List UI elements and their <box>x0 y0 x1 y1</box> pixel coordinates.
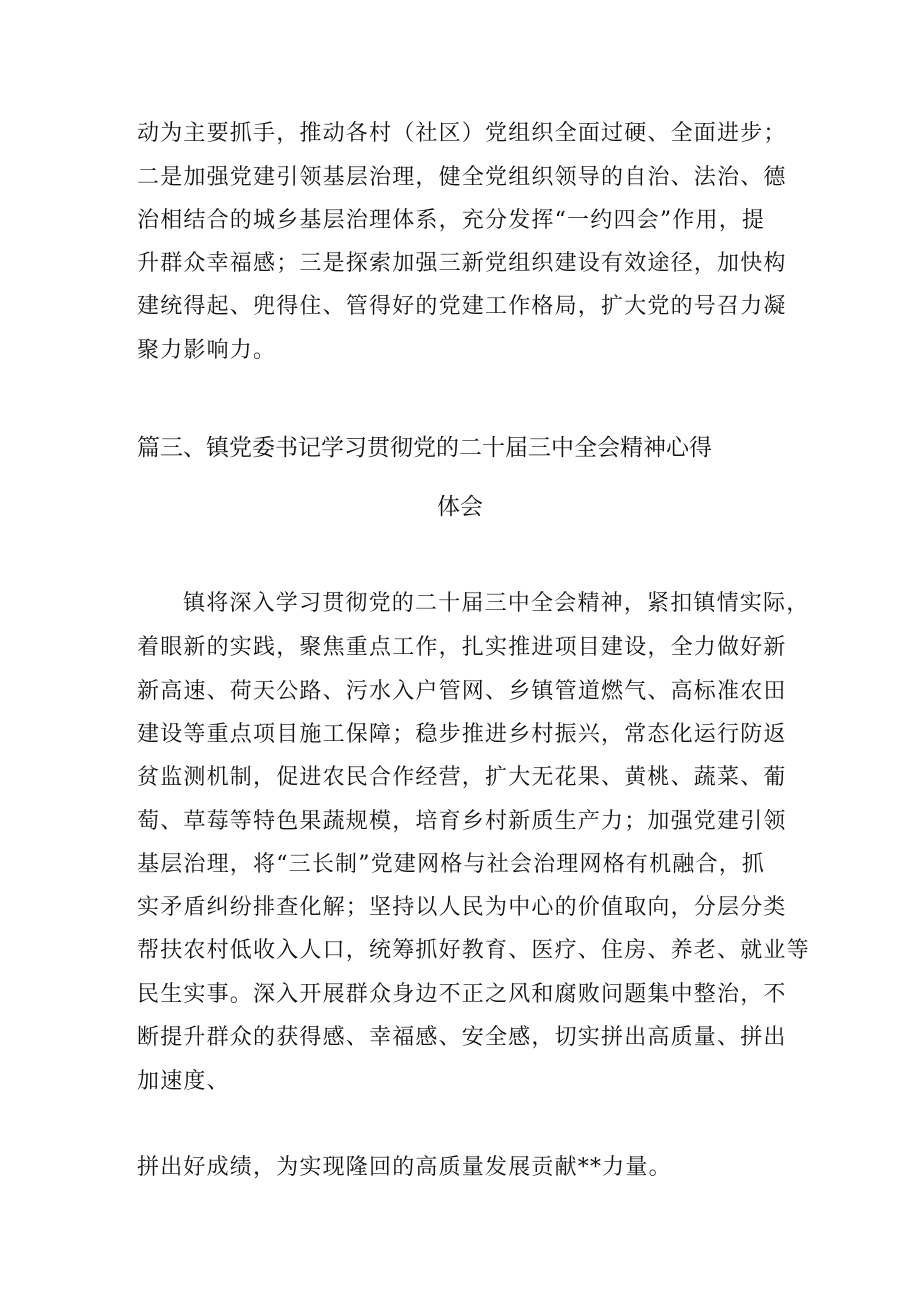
paragraph-line: 实矛盾纠纷排查化解；坚持以人民为中心的价值取向，分层分类 <box>137 895 787 920</box>
paragraph-line: 升群众幸福感；三是探索加强三新党组织建设有效途径，加快构 <box>137 251 787 276</box>
paragraph-line: 断提升群众的获得感、幸福感、安全感，切实拼出高质量、拼出 <box>137 1025 787 1050</box>
paragraph-line: 聚力影响力。 <box>137 338 277 363</box>
paragraph-line: 建统得起、兜得住、管得好的党建工作格局，扩大党的号召力凝 <box>137 294 787 319</box>
paragraph-line: 动为主要抓手，推动各村（社区）党组织全面过硬、全面进步； <box>137 121 787 146</box>
paragraph-line: 二是加强党建引领基层治理，健全党组织领导的自治、法治、德 <box>137 165 787 190</box>
section-heading-line-1: 篇三、镇党委书记学习贯彻党的二十届三中全会精神心得 <box>137 435 712 461</box>
paragraph-line: 基层治理，将“三长制”党建网格与社会治理网格有机融合，抓 <box>137 852 766 877</box>
paragraph-line: 民生实事。深入开展群众身边不正之风和腐败问题集中整治，不 <box>137 982 787 1007</box>
paragraph-line: 贫监测机制，促进农民合作经营，扩大无花果、黄桃、蔬菜、葡 <box>137 765 787 790</box>
paragraph-line: 镇将深入学习贯彻党的二十届三中全会精神，紧扣镇情实际， <box>183 591 810 616</box>
closing-line: 拼出好成绩，为实现隆回的高质量发展贡献**力量。 <box>137 1155 672 1180</box>
paragraph-line: 着眼新的实践，聚焦重点工作，扎实推进项目建设，全力做好新 <box>137 635 787 660</box>
section-heading-line-2: 体会 <box>437 494 483 520</box>
paragraph-line: 新高速、荷天公路、污水入户管网、乡镇管道燃气、高标准农田 <box>137 679 787 704</box>
paragraph-line: 治相结合的城乡基层治理体系，充分发挥“一约四会”作用，提 <box>137 208 766 233</box>
paragraph-line: 加速度、 <box>137 1069 230 1094</box>
paragraph-line: 萄、草莓等特色果蔬规模，培育乡村新质生产力；加强党建引领 <box>137 809 787 834</box>
paragraph-line: 建设等重点项目施工保障；稳步推进乡村振兴，常态化运行防返 <box>137 722 787 747</box>
paragraph-line: 帮扶农村低收入人口，统筹抓好教育、医疗、住房、养老、就业等 <box>137 938 810 963</box>
